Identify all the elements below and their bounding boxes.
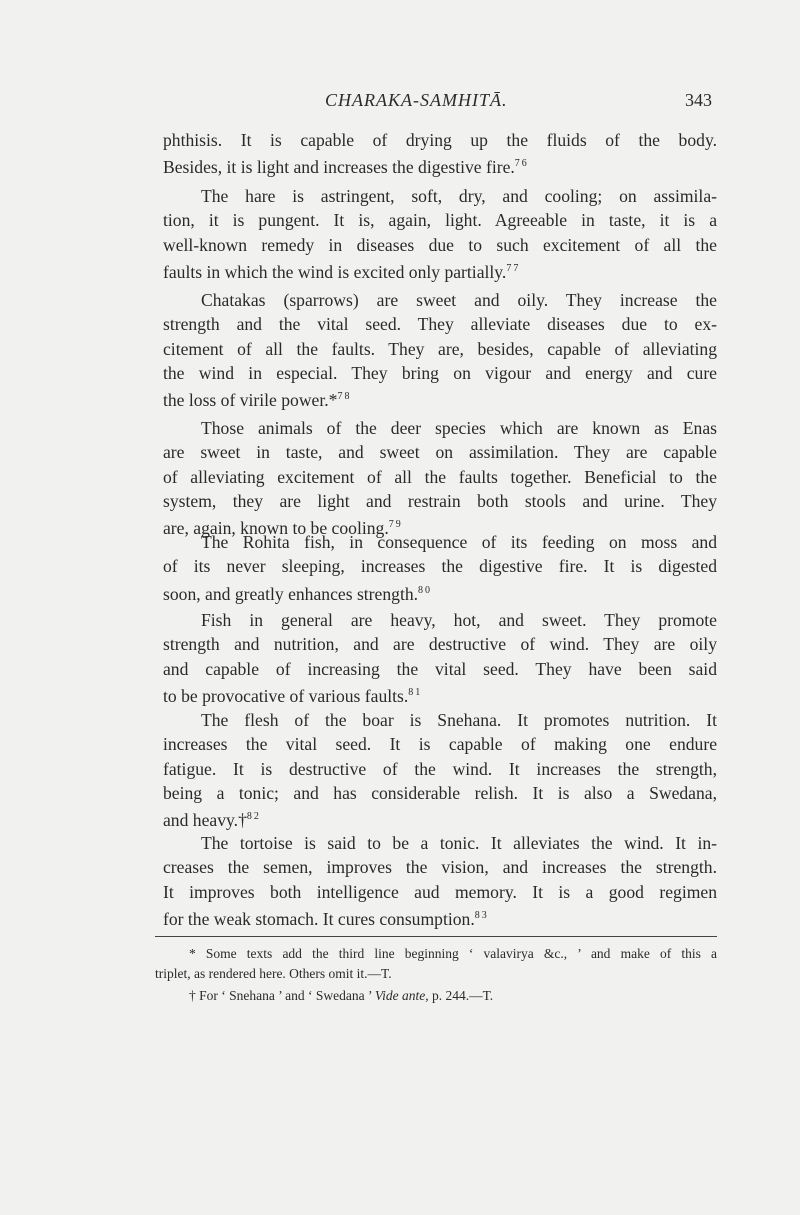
text-line <box>163 385 717 409</box>
line-text: Those animals of the deer species which are known as Enas <box>201 418 717 438</box>
text-line <box>163 732 717 756</box>
verse-number: 78 <box>337 391 352 403</box>
paragraph <box>163 184 717 281</box>
line-text: of its never sleeping, increases the digestive fire. It is digested <box>163 556 717 577</box>
line-text: soon, and greatly enhances strength. <box>163 583 419 604</box>
line-text: system, they are light and restrain both stools and urine. They <box>163 490 717 511</box>
text-line <box>163 233 717 257</box>
footnote-dagger <box>155 986 717 1006</box>
text-line <box>163 880 717 904</box>
paragraph <box>163 530 717 603</box>
footnote-text: † For ‘ Snehana ’ and ‘ Swedana ’ <box>189 988 375 1003</box>
text-line <box>163 632 717 656</box>
paragraph <box>163 416 717 537</box>
verse-number: 80 <box>418 584 433 596</box>
line-text: are, again, known to be cooling. <box>163 518 389 539</box>
text-line <box>163 361 717 385</box>
line-text: creases the semen, improves the vision, and increases the strength. <box>163 857 717 878</box>
line-text: Besides, it is light and increases the digestive fire. <box>163 157 515 178</box>
line-text: Fish in general are heavy, hot, and sweet. They promote <box>201 610 717 630</box>
line-text: of alleviating excitement of all the faults together. Beneficial to the <box>163 466 717 487</box>
line-text: The tortoise is said to be a tonic. It alleviates the wind. It in- <box>201 833 717 853</box>
footnote-italic: Vide ante <box>374 988 426 1003</box>
text-line <box>163 657 717 681</box>
footnote-line <box>155 986 717 1006</box>
page-number: 343 <box>685 90 712 110</box>
line-text: strength and nutrition, and are destructive of wind. They are oily <box>163 634 717 655</box>
paragraph <box>163 831 717 928</box>
paragraph <box>163 708 717 829</box>
line-text: The flesh of the boar is Snehana. It promotes nutrition. It <box>201 710 717 730</box>
text-line <box>163 904 717 928</box>
footnote-text: , p. 244.—T. <box>425 988 494 1003</box>
text-line <box>163 416 717 440</box>
line-text: increases the vital seed. It is capable of making one endure <box>163 734 717 755</box>
line-text: and capable of increasing the vital seed. They have been said <box>163 658 717 679</box>
verse-number: 79 <box>388 519 403 531</box>
line-text: citement of all the faults. They are, besides, capable of alleviating <box>163 338 717 359</box>
line-text: The hare is astringent, soft, dry, and cooling; on assimila- <box>201 186 717 206</box>
text-line <box>163 855 717 879</box>
verse-number: 77 <box>506 262 521 274</box>
paragraph <box>163 288 717 409</box>
verse-number: 82 <box>246 811 261 823</box>
text-line <box>163 530 717 554</box>
line-text: phthisis. It is capable of drying up the fluids of the body. <box>163 130 717 150</box>
text-line <box>163 184 717 208</box>
footnote-line: triplet, as rendered here. Others omit it.—T. <box>155 966 392 981</box>
text-line <box>163 579 717 603</box>
line-text: It improves both intelligence aud memory. It is a good regimen <box>163 881 717 902</box>
text-line <box>163 465 717 489</box>
line-text: to be provocative of various faults. <box>163 685 409 706</box>
line-text: and heavy.† <box>163 810 247 831</box>
text-line <box>163 831 717 855</box>
verse-number: 83 <box>474 909 489 921</box>
line-text: are sweet in taste, and sweet on assimilation. They are capable <box>163 442 717 463</box>
footnote-divider <box>155 936 717 937</box>
line-text: faults in which the wind is excited only partially. <box>163 261 507 282</box>
text-line <box>163 805 717 829</box>
text-line <box>163 608 717 632</box>
text-line <box>163 554 717 578</box>
line-text: The Rohita fish, in consequence of its feeding on moss and <box>201 532 717 552</box>
running-header-title: CHARAKA-SAMHITĀ. <box>325 90 508 110</box>
text-line <box>163 681 717 705</box>
footnote-star <box>155 944 717 984</box>
line-text: for the weak stomach. It cures consumption. <box>163 908 475 929</box>
text-line <box>163 208 717 232</box>
verse-number: 76 <box>514 158 529 170</box>
verse-number: 81 <box>408 686 423 698</box>
paragraph <box>163 128 717 177</box>
line-text: the loss of virile power.* <box>163 390 338 411</box>
line-text: Chatakas (sparrows) are sweet and oily. They increase the <box>201 290 717 310</box>
line-text: well-known remedy in diseases due to such excitement of all the <box>163 234 717 255</box>
text-line <box>163 288 717 312</box>
text-line <box>163 152 717 176</box>
footnote-line: * Some texts add the third line beginning ‘ valavirya &c., ’ and make of this a <box>189 946 717 961</box>
text-line <box>163 708 717 732</box>
text-line <box>163 757 717 781</box>
text-line <box>163 781 717 805</box>
line-text: fatigue. It is destructive of the wind. It increases the strength, <box>163 758 717 779</box>
line-text: the wind in especial. They bring on vigour and energy and cure <box>163 362 717 383</box>
text-line <box>163 312 717 336</box>
text-line <box>163 337 717 361</box>
line-text: strength and the vital seed. They alleviate diseases due to ex- <box>163 314 717 335</box>
text-line <box>163 128 717 152</box>
text-line <box>163 440 717 464</box>
text-line <box>163 489 717 513</box>
paragraph <box>163 608 717 705</box>
text-line <box>163 257 717 281</box>
line-text: being a tonic; and has considerable relish. It is also a Swedana, <box>163 782 717 803</box>
line-text: tion, it is pungent. It is, again, light. Agreeable in taste, it is a <box>163 210 717 231</box>
